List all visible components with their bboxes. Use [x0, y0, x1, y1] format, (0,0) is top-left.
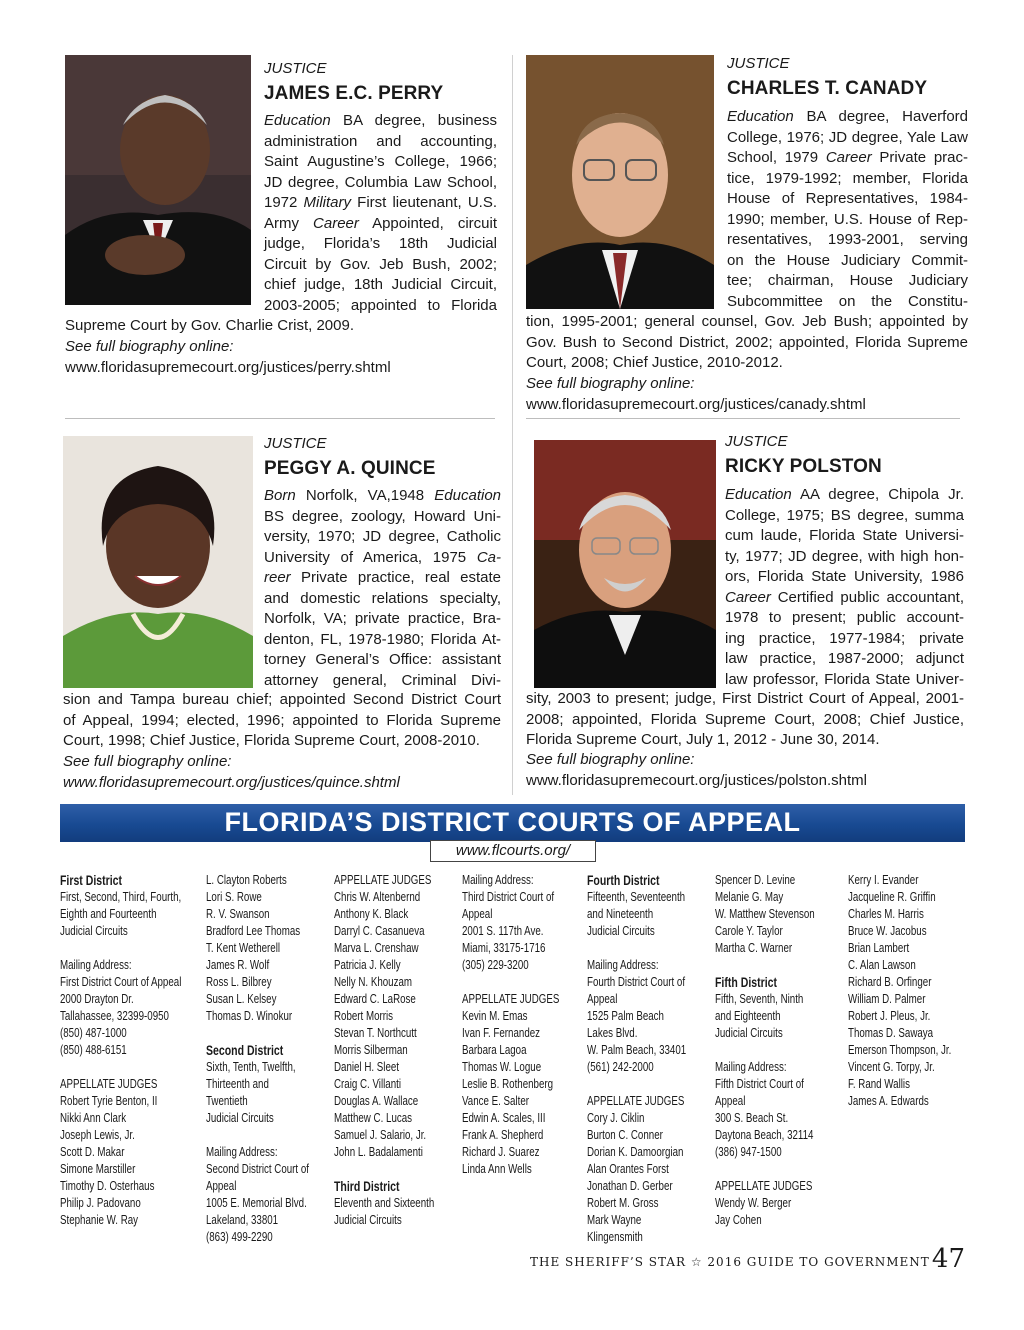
district-line: Morris Silberman [334, 1043, 408, 1057]
district-line: 2000 Drayton Dr. [60, 992, 134, 1006]
justice-kicker: JUSTICE [725, 433, 788, 450]
district-line: Eighth and Fourteenth [60, 907, 157, 921]
district-line: APPELLATE JUDGES [462, 992, 560, 1006]
district-line: Tallahassee, 32399-0950 [60, 1009, 169, 1023]
bio-line: Norfolk, VA; private practice, Bra- [264, 610, 501, 627]
district-line: Second District Court of [206, 1162, 309, 1176]
district-line: Twentieth [206, 1094, 248, 1108]
district-line: Anthony K. Black [334, 907, 409, 921]
bio-line: denton, FL, 1978-1980; Florida At- [264, 630, 501, 648]
district-line: Lakeland, 33801 [206, 1213, 279, 1227]
district-line: Joseph Lewis, Jr. [60, 1128, 135, 1142]
justice-quince-bio-wide [63, 690, 501, 752]
district-line: Thomas D. Winokur [206, 1009, 293, 1023]
see-full-biography: See full biography online: [526, 751, 695, 768]
district-line: Appeal [462, 907, 493, 921]
district-column-3 [334, 872, 434, 1229]
bio-line: attorney general, Criminal Divi- [264, 671, 501, 689]
district-line: Barbara Lagoa [462, 1043, 527, 1057]
district-line: Judicial Circuits [206, 1111, 274, 1125]
spacer [715, 1042, 815, 1059]
justice-polston-links [526, 750, 867, 791]
district-line: Mailing Address: [715, 1060, 787, 1074]
bio-line: Saint Augustine’s College, 1966; [264, 153, 497, 170]
bio-line: 2003-2005; appointed to Florida [264, 296, 497, 314]
bio-line: resentatives, 1993-2001, serving [727, 231, 968, 248]
district-line: Klingensmith [587, 1230, 643, 1244]
district-courts-banner [60, 804, 965, 842]
district-line: Robert Morris [334, 1009, 394, 1023]
district-line: Dorian K. Damoorgian [587, 1145, 684, 1159]
district-line: Brian Lambert [848, 941, 910, 955]
justice-canady-bio-wide [526, 312, 968, 374]
bio-line: and domestic relations specialty, [264, 589, 501, 607]
district-heading: Third District [334, 1179, 400, 1194]
district-line: Ivan F. Fernandez [462, 1026, 541, 1040]
district-line: Sixth, Tenth, Twelfth, [206, 1060, 296, 1074]
district-line: Carole Y. Taylor [715, 924, 783, 938]
district-line: Fifth District Court of [715, 1077, 804, 1091]
district-line: Nikki Ann Clark [60, 1111, 127, 1125]
district-line: Judicial Circuits [60, 924, 128, 938]
bio-line: ty, 1977; JD degree, with high hon- [725, 547, 964, 565]
spacer [587, 940, 686, 957]
justice-polston-bio [725, 485, 964, 690]
bio-line: Born Norfolk, VA,1948 Education [264, 487, 501, 504]
bio-line: Education BA degree, Haverford [727, 108, 968, 125]
district-line: Vincent G. Torpy, Jr. [848, 1060, 935, 1074]
bio-line: tee; chairman, House Judiciary [727, 272, 968, 289]
bio-line: versity, 1970; JD degree, Catholic [264, 528, 501, 545]
district-line: (850) 488-6151 [60, 1043, 127, 1057]
district-line: John L. Badalamenti [334, 1145, 423, 1159]
bio-line: 1972 Military First lieutenant, U.S. [264, 194, 497, 211]
district-line: APPELLATE JUDGES [715, 1179, 813, 1193]
district-line: Bruce W. Jacobus [848, 924, 927, 938]
bio-line: 1990; member, U.S. House of Rep- [727, 210, 968, 228]
district-line: Jonathan D. Gerber [587, 1179, 673, 1193]
bio-line: Florida Supreme Court, July 1, 2012 - June 30, 2014. [526, 731, 880, 748]
district-line: (561) 242-2000 [587, 1060, 654, 1074]
district-line: T. Kent Wetherell [206, 941, 281, 955]
district-line: Emerson Thompson, Jr. [848, 1043, 952, 1057]
district-line: and Eighteenth [715, 1009, 781, 1023]
justice-polston-header [725, 433, 882, 478]
bio-line: torney General’s Office: assistant [264, 651, 501, 668]
bio-line: Education BA degree, business [264, 112, 497, 129]
bio-line: tion, 1995-2001; general counsel, Gov. Jeb Bush; appointed by [526, 313, 968, 330]
district-heading: Fourth District [587, 873, 660, 888]
district-line: W. Palm Beach, 33401 [587, 1043, 687, 1057]
bio-line: of Appeal, 1994; elected, 1996; appointed to Florida Supreme [63, 711, 501, 729]
district-column-2 [206, 872, 309, 1246]
district-column-4 [462, 872, 559, 1178]
district-line: James A. Edwards [848, 1094, 929, 1108]
bio-line: House of Representatives, 1984- [727, 190, 968, 207]
district-line: Simone Marstiller [60, 1162, 136, 1176]
footer-text: THE SHERIFF’S STAR ☆ 2016 GUIDE TO GOVERNMENT [530, 1255, 930, 1269]
spacer [715, 1161, 815, 1178]
column-divider [512, 55, 513, 795]
district-line: APPELLATE JUDGES [334, 873, 432, 887]
justice-perry-bio [264, 111, 497, 316]
bio-line: tice, 1979-1992; member, Florida [727, 169, 968, 187]
district-line: Melanie G. May [715, 890, 784, 904]
section-divider-left [65, 418, 495, 419]
justice-canady-bio [727, 107, 968, 312]
bio-line: chief judge, 18th Judicial Circuit, [264, 276, 497, 293]
bio-line: College, 1975; BS degree, summa [725, 506, 964, 524]
district-line: APPELLATE JUDGES [60, 1077, 158, 1091]
district-line: Patricia J. Kelly [334, 958, 401, 972]
bio-line: judge, Florida’s 18th Judicial [264, 235, 497, 252]
bio-line: Gov. Bush to Second District, 2002; appointed, Florida Supreme [526, 333, 968, 351]
see-full-biography: See full biography online: [526, 375, 695, 392]
district-line: Martha C. Warner [715, 941, 793, 955]
district-line: Fifth, Seventh, Ninth [715, 992, 804, 1006]
spacer [206, 1127, 309, 1144]
district-line: Edward C. LaRose [334, 992, 416, 1006]
district-line: Appeal [715, 1094, 746, 1108]
bio-line: BS degree, zoology, Howard Uni- [264, 507, 501, 525]
district-line: R. V. Swanson [206, 907, 270, 921]
bio-line: on the House Judiciary Commit- [727, 251, 968, 269]
district-line: Philip J. Padovano [60, 1196, 141, 1210]
justice-kicker: JUSTICE [727, 55, 790, 72]
bio-line: ors, Florida State University, 1986 [725, 568, 964, 585]
district-heading: Second District [206, 1043, 284, 1058]
district-line: Alan Orantes Forst [587, 1162, 669, 1176]
bio-line: law professor, Florida State Univer- [725, 670, 964, 688]
justice-polston-bio-wide [526, 689, 964, 751]
district-line: Fourth District Court of [587, 975, 686, 989]
district-line: 300 S. Beach St. [715, 1111, 789, 1125]
district-line: Daniel H. Sleet [334, 1060, 400, 1074]
justice-canady-links [526, 374, 866, 415]
district-column-5 [587, 872, 686, 1246]
district-line: (386) 947-1500 [715, 1145, 782, 1159]
bio-line: reer Private practice, real estate [264, 569, 501, 586]
district-line: Daytona Beach, 32114 [715, 1128, 814, 1142]
district-column-6 [715, 872, 815, 1229]
justice-kicker: JUSTICE [264, 60, 327, 77]
bio-line: Supreme Court by Gov. Charlie Crist, 2009. [65, 317, 355, 334]
bio-line: Subcommittee on the Constitu- [727, 292, 968, 310]
district-line: L. Clayton Roberts [206, 873, 287, 887]
spacer [60, 1059, 181, 1076]
district-line: Matthew C. Lucas [334, 1111, 413, 1125]
biography-link[interactable]: www.floridasupremecourt.org/justices/polston.shtml [526, 771, 867, 789]
district-line: Robert Tyrie Benton, II [60, 1094, 158, 1108]
district-line: Timothy D. Osterhaus [60, 1179, 155, 1193]
district-line: First, Second, Third, Fourth, [60, 890, 182, 904]
district-line: Judicial Circuits [587, 924, 655, 938]
district-line: Bradford Lee Thomas [206, 924, 301, 938]
district-line: Spencer D. Levine [715, 873, 796, 887]
district-line: Mailing Address: [60, 958, 132, 972]
website-link[interactable]: www.flcourts.org/ [430, 840, 596, 862]
district-line: Stevan T. Northcutt [334, 1026, 417, 1040]
bio-line: College, 1976; JD degree, Yale Law [727, 128, 968, 146]
district-line: Charles M. Harris [848, 907, 924, 921]
district-line: Appeal [587, 992, 618, 1006]
bio-line: sity, 2003 to present; judge, First District Court of Appeal, 2001- [526, 690, 964, 707]
district-line: Douglas A. Wallace [334, 1094, 419, 1108]
bio-line: law practice, 1987-2000; adjunct [725, 650, 964, 667]
district-line: (850) 487-1000 [60, 1026, 127, 1040]
district-column-1 [60, 872, 181, 1229]
bio-line: cum laude, Florida State Universi- [725, 527, 964, 544]
district-line: Thomas D. Sawaya [848, 1026, 934, 1040]
bio-line: 2008; appointed, Florida Supreme Court, 2008; Chief Justice, [526, 710, 964, 728]
bio-line: University of America, 1975 Ca- [264, 548, 501, 566]
district-line: Frank A. Shepherd [462, 1128, 544, 1142]
district-line: Vance E. Salter [462, 1094, 530, 1108]
district-line: Mailing Address: [587, 958, 659, 972]
district-line: (863) 499-2290 [206, 1230, 273, 1244]
district-line: Scott D. Makar [60, 1145, 125, 1159]
bio-line: Army Career Appointed, circuit [264, 214, 498, 232]
spacer [206, 1025, 309, 1042]
district-line: Wendy W. Berger [715, 1196, 792, 1210]
justice-perry-links [65, 337, 391, 378]
bio-line: Court, 1998; Chief Justice, Florida Supreme Court, 2008-2010. [63, 732, 480, 749]
bio-line: administration and accounting, [264, 132, 497, 150]
spacer [462, 974, 559, 991]
district-line: Burton C. Conner [587, 1128, 663, 1142]
district-line: First District Court of Appeal [60, 975, 182, 989]
district-line: Appeal [206, 1179, 237, 1193]
justice-perry-bio-wide [65, 316, 497, 337]
district-heading: First District [60, 873, 123, 888]
bio-line: Career Certified public accountant, [725, 588, 964, 606]
district-line: Cory J. Ciklin [587, 1111, 645, 1125]
district-line: and Nineteenth [587, 907, 654, 921]
section-divider-right [526, 418, 960, 419]
spacer [587, 1076, 686, 1093]
bio-line: Court, 2008; Chief Justice, 2010-2012. [526, 354, 783, 371]
spacer [715, 957, 815, 974]
district-line: William D. Palmer [848, 992, 926, 1006]
see-full-biography: See full biography online: [65, 338, 234, 355]
district-line: Richard B. Orfinger [848, 975, 932, 989]
justice-name: PEGGY A. QUINCE [264, 458, 436, 479]
see-full-biography: See full biography online: [63, 753, 232, 770]
biography-link[interactable]: www.floridasupremecourt.org/justices/quince.shtml [63, 773, 400, 791]
district-line: Ross L. Bilbrey [206, 975, 272, 989]
bio-line: School, 1979 Career Private prac- [727, 149, 968, 166]
bio-line: ing practice, 1977-1984; private [725, 629, 964, 647]
spacer [60, 940, 181, 957]
district-line: Robert M. Gross [587, 1196, 659, 1210]
district-line: Susan L. Kelsey [206, 992, 277, 1006]
district-line: Chris W. Altenbernd [334, 890, 421, 904]
justice-quince-links [63, 752, 400, 793]
district-line: Darryl C. Casanueva [334, 924, 425, 938]
district-heading: Fifth District [715, 975, 778, 990]
banner-title: FLORIDA’S DISTRICT COURTS OF APPEAL [224, 807, 801, 837]
district-line: Lori S. Rowe [206, 890, 262, 904]
perry-photo [65, 55, 251, 305]
district-column-7 [848, 872, 951, 1110]
district-line: Mark Wayne [587, 1213, 642, 1227]
district-line: Third District Court of [462, 890, 555, 904]
district-line: Craig C. Villanti [334, 1077, 402, 1091]
district-line: Jay Cohen [715, 1213, 762, 1227]
district-line: 1525 Palm Beach [587, 1009, 664, 1023]
district-line: W. Matthew Stevenson [715, 907, 815, 921]
justice-quince-bio [264, 486, 501, 691]
district-line: Thirteenth and [206, 1077, 269, 1091]
biography-link[interactable]: www.floridasupremecourt.org/justices/perry.shtml [65, 358, 391, 376]
bio-line: sion and Tampa bureau chief; appointed Second District Court [63, 691, 501, 708]
district-line: Edwin A. Scales, III [462, 1111, 546, 1125]
district-line: 1005 E. Memorial Blvd. [206, 1196, 307, 1210]
district-line: 2001 S. 117th Ave. [462, 924, 544, 938]
bio-line: JD degree, Columbia Law School, [264, 173, 497, 191]
canady-photo [526, 55, 714, 309]
page-footer [530, 1246, 965, 1276]
quince-photo [63, 436, 253, 688]
district-line: F. Rand Wallis [848, 1077, 910, 1091]
page-number: 47 [931, 1244, 965, 1274]
district-line: Linda Ann Wells [462, 1162, 532, 1176]
district-line: Lakes Blvd. [587, 1026, 638, 1040]
district-line: C. Alan Lawson [848, 958, 916, 972]
justice-kicker: JUSTICE [264, 435, 327, 452]
justice-name: RICKY POLSTON [725, 456, 882, 477]
district-line: Miami, 33175-1716 [462, 941, 546, 955]
district-line: Stephanie W. Ray [60, 1213, 139, 1227]
district-line: Nelly N. Khouzam [334, 975, 413, 989]
spacer [334, 1161, 434, 1178]
district-line: Mailing Address: [462, 873, 534, 887]
polston-photo [534, 440, 716, 688]
biography-link[interactable]: www.floridasupremecourt.org/justices/canady.shtml [526, 395, 866, 413]
district-line: Kerry I. Evander [848, 873, 919, 887]
justice-quince-header [264, 435, 435, 480]
district-line: Eleventh and Sixteenth [334, 1196, 435, 1210]
district-line: Samuel J. Salario, Jr. [334, 1128, 427, 1142]
district-line: James R. Wolf [206, 958, 270, 972]
district-line: Fifteenth, Seventeenth [587, 890, 686, 904]
justice-name: CHARLES T. CANADY [727, 78, 928, 99]
district-line: APPELLATE JUDGES [587, 1094, 685, 1108]
justice-perry-header [264, 60, 443, 105]
district-line: Jacqueline R. Griffin [848, 890, 936, 904]
justice-canady-header [727, 55, 927, 100]
district-line: Thomas W. Logue [462, 1060, 542, 1074]
district-line: Marva L. Crenshaw [334, 941, 419, 955]
district-line: Leslie B. Rothenberg [462, 1077, 554, 1091]
bio-line: Education AA degree, Chipola Jr. [725, 486, 964, 503]
district-line: Judicial Circuits [715, 1026, 783, 1040]
district-line: Mailing Address: [206, 1145, 278, 1159]
district-line: (305) 229-3200 [462, 958, 529, 972]
justice-name: JAMES E.C. PERRY [264, 83, 444, 104]
district-line: Judicial Circuits [334, 1213, 402, 1227]
district-line: Richard J. Suarez [462, 1145, 540, 1159]
district-line: Kevin M. Emas [462, 1009, 528, 1023]
bio-line: 1978 to present; public account- [725, 609, 964, 626]
district-line: Robert J. Pleus, Jr. [848, 1009, 931, 1023]
bio-line: Circuit by Gov. Jeb Bush, 2002; [264, 255, 497, 273]
